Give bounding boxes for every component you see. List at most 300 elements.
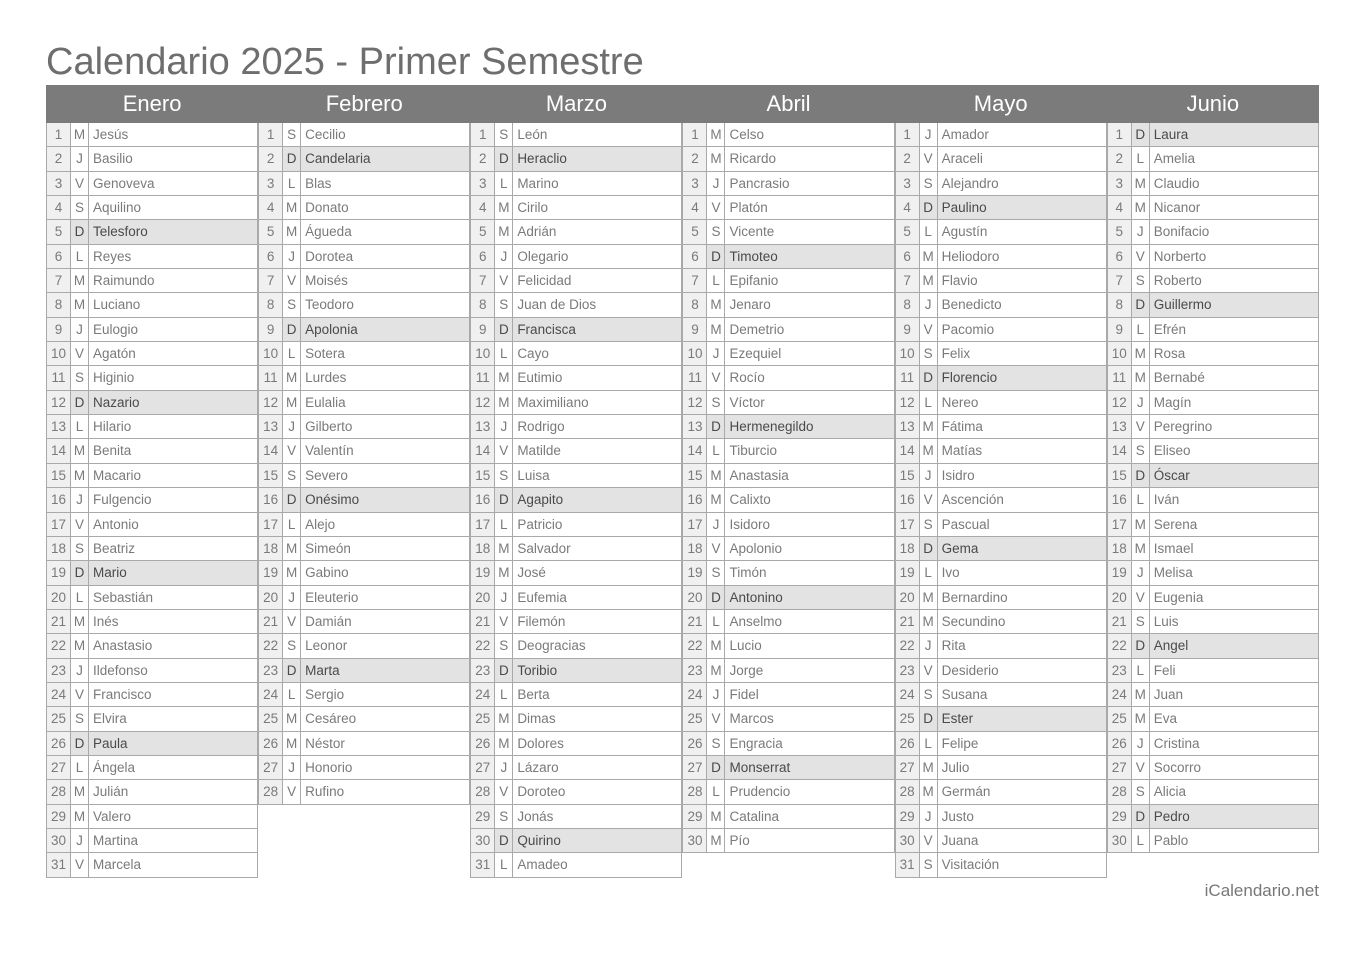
saint-name: Bernardino xyxy=(938,586,1107,610)
day-row xyxy=(470,366,682,390)
day-number: 18 xyxy=(46,537,71,561)
day-row xyxy=(895,366,1107,390)
day-number: 16 xyxy=(1107,488,1132,512)
saint-name: Nicanor xyxy=(1150,196,1319,220)
day-row xyxy=(895,853,1107,877)
saint-name: Timoteo xyxy=(725,245,894,269)
day-row xyxy=(1107,245,1319,269)
saint-name: Germán xyxy=(938,780,1107,804)
weekday-letter: D xyxy=(920,196,938,220)
day-row xyxy=(46,805,258,829)
saint-name: Celso xyxy=(725,123,894,147)
weekday-letter: M xyxy=(707,293,725,317)
saint-name: Marta xyxy=(301,659,470,683)
day-number: 4 xyxy=(470,196,495,220)
saint-name: Jorge xyxy=(725,659,894,683)
saint-name: Benita xyxy=(89,439,258,463)
day-number: 6 xyxy=(1107,245,1132,269)
weekday-letter: L xyxy=(283,683,301,707)
day-number: 7 xyxy=(470,269,495,293)
saint-name: Angel xyxy=(1150,634,1319,658)
saint-name: Araceli xyxy=(938,147,1107,171)
weekday-letter: L xyxy=(495,513,513,537)
day-number: 8 xyxy=(258,293,283,317)
weekday-letter: V xyxy=(707,537,725,561)
day-number: 13 xyxy=(258,415,283,439)
saint-name: Agapito xyxy=(513,488,682,512)
day-number: 12 xyxy=(258,391,283,415)
day-row xyxy=(895,513,1107,537)
saint-name: Sergio xyxy=(301,683,470,707)
weekday-letter: L xyxy=(71,415,89,439)
day-row xyxy=(1107,318,1319,342)
saint-name: Nazario xyxy=(89,391,258,415)
day-row xyxy=(895,415,1107,439)
day-number: 26 xyxy=(682,732,707,756)
day-number: 27 xyxy=(895,756,920,780)
saint-name: Marcela xyxy=(89,853,258,877)
day-row xyxy=(895,318,1107,342)
weekday-letter: J xyxy=(920,634,938,658)
weekday-letter: V xyxy=(71,513,89,537)
day-number: 27 xyxy=(470,756,495,780)
saint-name: Beatriz xyxy=(89,537,258,561)
saint-name: Cecilio xyxy=(301,123,470,147)
day-number: 14 xyxy=(1107,439,1132,463)
saint-name: Berta xyxy=(513,683,682,707)
saint-name: Visitación xyxy=(938,853,1107,877)
day-row xyxy=(470,732,682,756)
day-row xyxy=(46,537,258,561)
day-number: 23 xyxy=(682,659,707,683)
weekday-letter: M xyxy=(283,220,301,244)
day-row xyxy=(46,610,258,634)
day-number: 9 xyxy=(682,318,707,342)
day-row xyxy=(258,318,470,342)
day-row xyxy=(258,439,470,463)
weekday-letter: S xyxy=(1132,269,1150,293)
day-row xyxy=(682,318,894,342)
month-column-febrero xyxy=(258,123,470,805)
day-row xyxy=(46,488,258,512)
day-number: 5 xyxy=(895,220,920,244)
weekday-letter: S xyxy=(707,561,725,585)
day-row xyxy=(470,391,682,415)
day-number: 11 xyxy=(895,366,920,390)
weekday-letter: M xyxy=(495,732,513,756)
day-number: 15 xyxy=(1107,464,1132,488)
day-row xyxy=(1107,220,1319,244)
weekday-letter: S xyxy=(1132,610,1150,634)
day-number: 7 xyxy=(682,269,707,293)
weekday-letter: S xyxy=(71,537,89,561)
weekday-letter: S xyxy=(495,634,513,658)
saint-name: Alejo xyxy=(301,513,470,537)
day-number: 18 xyxy=(470,537,495,561)
day-row xyxy=(1107,269,1319,293)
day-number: 13 xyxy=(470,415,495,439)
day-row xyxy=(1107,415,1319,439)
day-row xyxy=(258,366,470,390)
saint-name: Jenaro xyxy=(725,293,894,317)
saint-name: Paulino xyxy=(938,196,1107,220)
month-header-marzo: Marzo xyxy=(545,91,607,116)
day-row xyxy=(682,610,894,634)
day-number: 8 xyxy=(470,293,495,317)
day-number: 31 xyxy=(46,853,71,877)
weekday-letter: M xyxy=(495,561,513,585)
day-row xyxy=(258,756,470,780)
weekday-letter: M xyxy=(920,439,938,463)
day-number: 30 xyxy=(46,829,71,853)
weekday-letter: V xyxy=(283,610,301,634)
weekday-letter: M xyxy=(707,147,725,171)
saint-name: Agatón xyxy=(89,342,258,366)
weekday-letter: M xyxy=(283,707,301,731)
weekday-letter: J xyxy=(71,829,89,853)
day-row xyxy=(258,245,470,269)
day-row xyxy=(895,610,1107,634)
saint-name: Susana xyxy=(938,683,1107,707)
day-number: 19 xyxy=(895,561,920,585)
saint-name: Tiburcio xyxy=(725,439,894,463)
day-number: 14 xyxy=(258,439,283,463)
saint-name: Eulalia xyxy=(301,391,470,415)
day-number: 9 xyxy=(470,318,495,342)
saint-name: Leonor xyxy=(301,634,470,658)
saint-name: Feli xyxy=(1150,659,1319,683)
day-number: 21 xyxy=(682,610,707,634)
day-row xyxy=(470,537,682,561)
day-number: 22 xyxy=(46,634,71,658)
day-number: 23 xyxy=(470,659,495,683)
day-row xyxy=(46,293,258,317)
day-number: 18 xyxy=(682,537,707,561)
day-row xyxy=(258,683,470,707)
day-row xyxy=(258,610,470,634)
day-number: 7 xyxy=(1107,269,1132,293)
saint-name: Raimundo xyxy=(89,269,258,293)
day-row xyxy=(1107,780,1319,804)
day-number: 18 xyxy=(895,537,920,561)
weekday-letter: J xyxy=(707,513,725,537)
weekday-letter: S xyxy=(707,391,725,415)
day-number: 10 xyxy=(682,342,707,366)
day-number: 28 xyxy=(1107,780,1132,804)
weekday-letter: M xyxy=(71,439,89,463)
saint-name: José xyxy=(513,561,682,585)
weekday-letter: J xyxy=(920,805,938,829)
weekday-letter: S xyxy=(920,683,938,707)
saint-name: Monserrat xyxy=(725,756,894,780)
day-number: 3 xyxy=(46,172,71,196)
day-number: 20 xyxy=(470,586,495,610)
weekday-letter: L xyxy=(920,561,938,585)
day-row xyxy=(258,123,470,147)
saint-name: Flavio xyxy=(938,269,1107,293)
day-row xyxy=(46,123,258,147)
weekday-letter: V xyxy=(71,342,89,366)
weekday-letter: M xyxy=(283,732,301,756)
day-number: 4 xyxy=(46,196,71,220)
day-row xyxy=(258,634,470,658)
day-row xyxy=(258,659,470,683)
weekday-letter: D xyxy=(495,488,513,512)
day-number: 28 xyxy=(46,780,71,804)
day-row xyxy=(46,659,258,683)
day-number: 3 xyxy=(258,172,283,196)
day-number: 23 xyxy=(258,659,283,683)
day-number: 5 xyxy=(682,220,707,244)
day-number: 20 xyxy=(895,586,920,610)
day-number: 24 xyxy=(258,683,283,707)
saint-name: Dorotea xyxy=(301,245,470,269)
weekday-letter: S xyxy=(1132,439,1150,463)
saint-name: Óscar xyxy=(1150,464,1319,488)
day-row xyxy=(895,586,1107,610)
weekday-letter: M xyxy=(920,780,938,804)
saint-name: Candelaria xyxy=(301,147,470,171)
day-number: 29 xyxy=(46,805,71,829)
day-number: 16 xyxy=(682,488,707,512)
day-number: 4 xyxy=(1107,196,1132,220)
day-row xyxy=(1107,561,1319,585)
day-row xyxy=(682,683,894,707)
day-row xyxy=(895,123,1107,147)
day-row xyxy=(1107,293,1319,317)
weekday-letter: V xyxy=(495,269,513,293)
day-number: 23 xyxy=(1107,659,1132,683)
day-number: 11 xyxy=(682,366,707,390)
weekday-letter: L xyxy=(1132,147,1150,171)
weekday-letter: V xyxy=(920,147,938,171)
saint-name: Severo xyxy=(301,464,470,488)
weekday-letter: J xyxy=(707,172,725,196)
day-row xyxy=(682,220,894,244)
saint-name: Elvira xyxy=(89,707,258,731)
saint-name: Demetrio xyxy=(725,318,894,342)
day-number: 2 xyxy=(682,147,707,171)
day-number: 23 xyxy=(46,659,71,683)
weekday-letter: J xyxy=(71,488,89,512)
saint-name: Matilde xyxy=(513,439,682,463)
day-number: 14 xyxy=(682,439,707,463)
saint-name: Olegario xyxy=(513,245,682,269)
day-number: 27 xyxy=(258,756,283,780)
day-number: 25 xyxy=(470,707,495,731)
day-number: 27 xyxy=(682,756,707,780)
weekday-letter: D xyxy=(1132,293,1150,317)
saint-name: Quirino xyxy=(513,829,682,853)
saint-name: Alicia xyxy=(1150,780,1319,804)
weekday-letter: M xyxy=(707,123,725,147)
day-number: 17 xyxy=(258,513,283,537)
day-number: 25 xyxy=(46,707,71,731)
day-number: 16 xyxy=(46,488,71,512)
day-row xyxy=(1107,805,1319,829)
weekday-letter: M xyxy=(283,537,301,561)
day-row xyxy=(1107,488,1319,512)
day-number: 15 xyxy=(682,464,707,488)
day-row xyxy=(470,829,682,853)
day-row xyxy=(470,342,682,366)
day-row xyxy=(470,683,682,707)
day-row xyxy=(682,513,894,537)
day-row xyxy=(258,464,470,488)
saint-name: Pascual xyxy=(938,513,1107,537)
saint-name: Iván xyxy=(1150,488,1319,512)
day-number: 17 xyxy=(46,513,71,537)
day-row xyxy=(1107,707,1319,731)
weekday-letter: D xyxy=(283,318,301,342)
day-number: 10 xyxy=(470,342,495,366)
day-number: 21 xyxy=(895,610,920,634)
day-number: 24 xyxy=(682,683,707,707)
saint-name: Epifanio xyxy=(725,269,894,293)
day-row xyxy=(46,342,258,366)
day-number: 7 xyxy=(895,269,920,293)
day-row xyxy=(258,586,470,610)
day-number: 29 xyxy=(895,805,920,829)
day-number: 20 xyxy=(46,586,71,610)
weekday-letter: J xyxy=(283,586,301,610)
weekday-letter: M xyxy=(71,464,89,488)
day-number: 26 xyxy=(1107,732,1132,756)
saint-name: Mario xyxy=(89,561,258,585)
saint-name: Damián xyxy=(301,610,470,634)
day-row xyxy=(895,829,1107,853)
weekday-letter: D xyxy=(71,561,89,585)
day-number: 17 xyxy=(682,513,707,537)
day-number: 9 xyxy=(895,318,920,342)
day-number: 3 xyxy=(682,172,707,196)
day-number: 3 xyxy=(1107,172,1132,196)
day-number: 16 xyxy=(258,488,283,512)
saint-name: Rocío xyxy=(725,366,894,390)
weekday-letter: J xyxy=(1132,220,1150,244)
weekday-letter: L xyxy=(920,732,938,756)
weekday-letter: D xyxy=(283,147,301,171)
day-row xyxy=(470,707,682,731)
day-row xyxy=(46,853,258,877)
weekday-letter: D xyxy=(920,537,938,561)
day-number: 13 xyxy=(46,415,71,439)
day-row xyxy=(1107,537,1319,561)
day-row xyxy=(46,732,258,756)
day-row xyxy=(1107,829,1319,853)
saint-name: Benedicto xyxy=(938,293,1107,317)
saint-name: Rufino xyxy=(301,780,470,804)
day-row xyxy=(470,805,682,829)
day-number: 8 xyxy=(1107,293,1132,317)
day-row xyxy=(895,537,1107,561)
saint-name: Doroteo xyxy=(513,780,682,804)
day-row xyxy=(895,439,1107,463)
weekday-letter: D xyxy=(495,318,513,342)
weekday-letter: S xyxy=(283,123,301,147)
day-row xyxy=(1107,439,1319,463)
day-row xyxy=(470,196,682,220)
day-row xyxy=(470,147,682,171)
day-row xyxy=(470,220,682,244)
day-number: 10 xyxy=(46,342,71,366)
saint-name: Anastasia xyxy=(725,464,894,488)
day-row xyxy=(258,220,470,244)
saint-name: Francisco xyxy=(89,683,258,707)
saint-name: Amelia xyxy=(1150,147,1319,171)
day-row xyxy=(895,561,1107,585)
saint-name: Marino xyxy=(513,172,682,196)
weekday-letter: M xyxy=(1132,513,1150,537)
day-number: 15 xyxy=(258,464,283,488)
day-number: 24 xyxy=(470,683,495,707)
day-row xyxy=(682,732,894,756)
weekday-letter: D xyxy=(920,366,938,390)
day-number: 13 xyxy=(1107,415,1132,439)
saint-name: Cesáreo xyxy=(301,707,470,731)
weekday-letter: V xyxy=(283,269,301,293)
weekday-letter: D xyxy=(71,391,89,415)
weekday-letter: V xyxy=(71,172,89,196)
day-number: 2 xyxy=(470,147,495,171)
day-number: 7 xyxy=(258,269,283,293)
day-row xyxy=(1107,172,1319,196)
weekday-letter: M xyxy=(1132,366,1150,390)
saint-name: Heraclio xyxy=(513,147,682,171)
saint-name: Lurdes xyxy=(301,366,470,390)
day-number: 22 xyxy=(895,634,920,658)
day-row xyxy=(1107,513,1319,537)
day-row xyxy=(895,464,1107,488)
weekday-letter: J xyxy=(707,683,725,707)
saint-name: Lucio xyxy=(725,634,894,658)
saint-name: Toribio xyxy=(513,659,682,683)
day-row xyxy=(895,342,1107,366)
day-row xyxy=(682,780,894,804)
day-number: 22 xyxy=(682,634,707,658)
weekday-letter: V xyxy=(283,439,301,463)
saint-name: Florencio xyxy=(938,366,1107,390)
saint-name: Juan xyxy=(1150,683,1319,707)
day-row xyxy=(1107,123,1319,147)
weekday-letter: M xyxy=(71,805,89,829)
day-row xyxy=(682,196,894,220)
weekday-letter: S xyxy=(495,805,513,829)
month-column-mayo xyxy=(895,123,1107,878)
saint-name: Águeda xyxy=(301,220,470,244)
day-row xyxy=(682,415,894,439)
saint-name: Rodrigo xyxy=(513,415,682,439)
saint-name: Antonino xyxy=(725,586,894,610)
saint-name: Pablo xyxy=(1150,829,1319,853)
day-row xyxy=(682,634,894,658)
saint-name: Fulgencio xyxy=(89,488,258,512)
day-number: 22 xyxy=(470,634,495,658)
day-number: 24 xyxy=(46,683,71,707)
weekday-letter: L xyxy=(1132,488,1150,512)
day-row xyxy=(46,707,258,731)
weekday-letter: J xyxy=(1132,732,1150,756)
day-number: 6 xyxy=(46,245,71,269)
weekday-letter: V xyxy=(707,707,725,731)
day-row xyxy=(682,829,894,853)
weekday-letter: V xyxy=(920,659,938,683)
saint-name: Felipe xyxy=(938,732,1107,756)
day-number: 17 xyxy=(1107,513,1132,537)
month-header-abril: Abril xyxy=(766,91,811,116)
day-number: 8 xyxy=(895,293,920,317)
weekday-letter: S xyxy=(707,220,725,244)
